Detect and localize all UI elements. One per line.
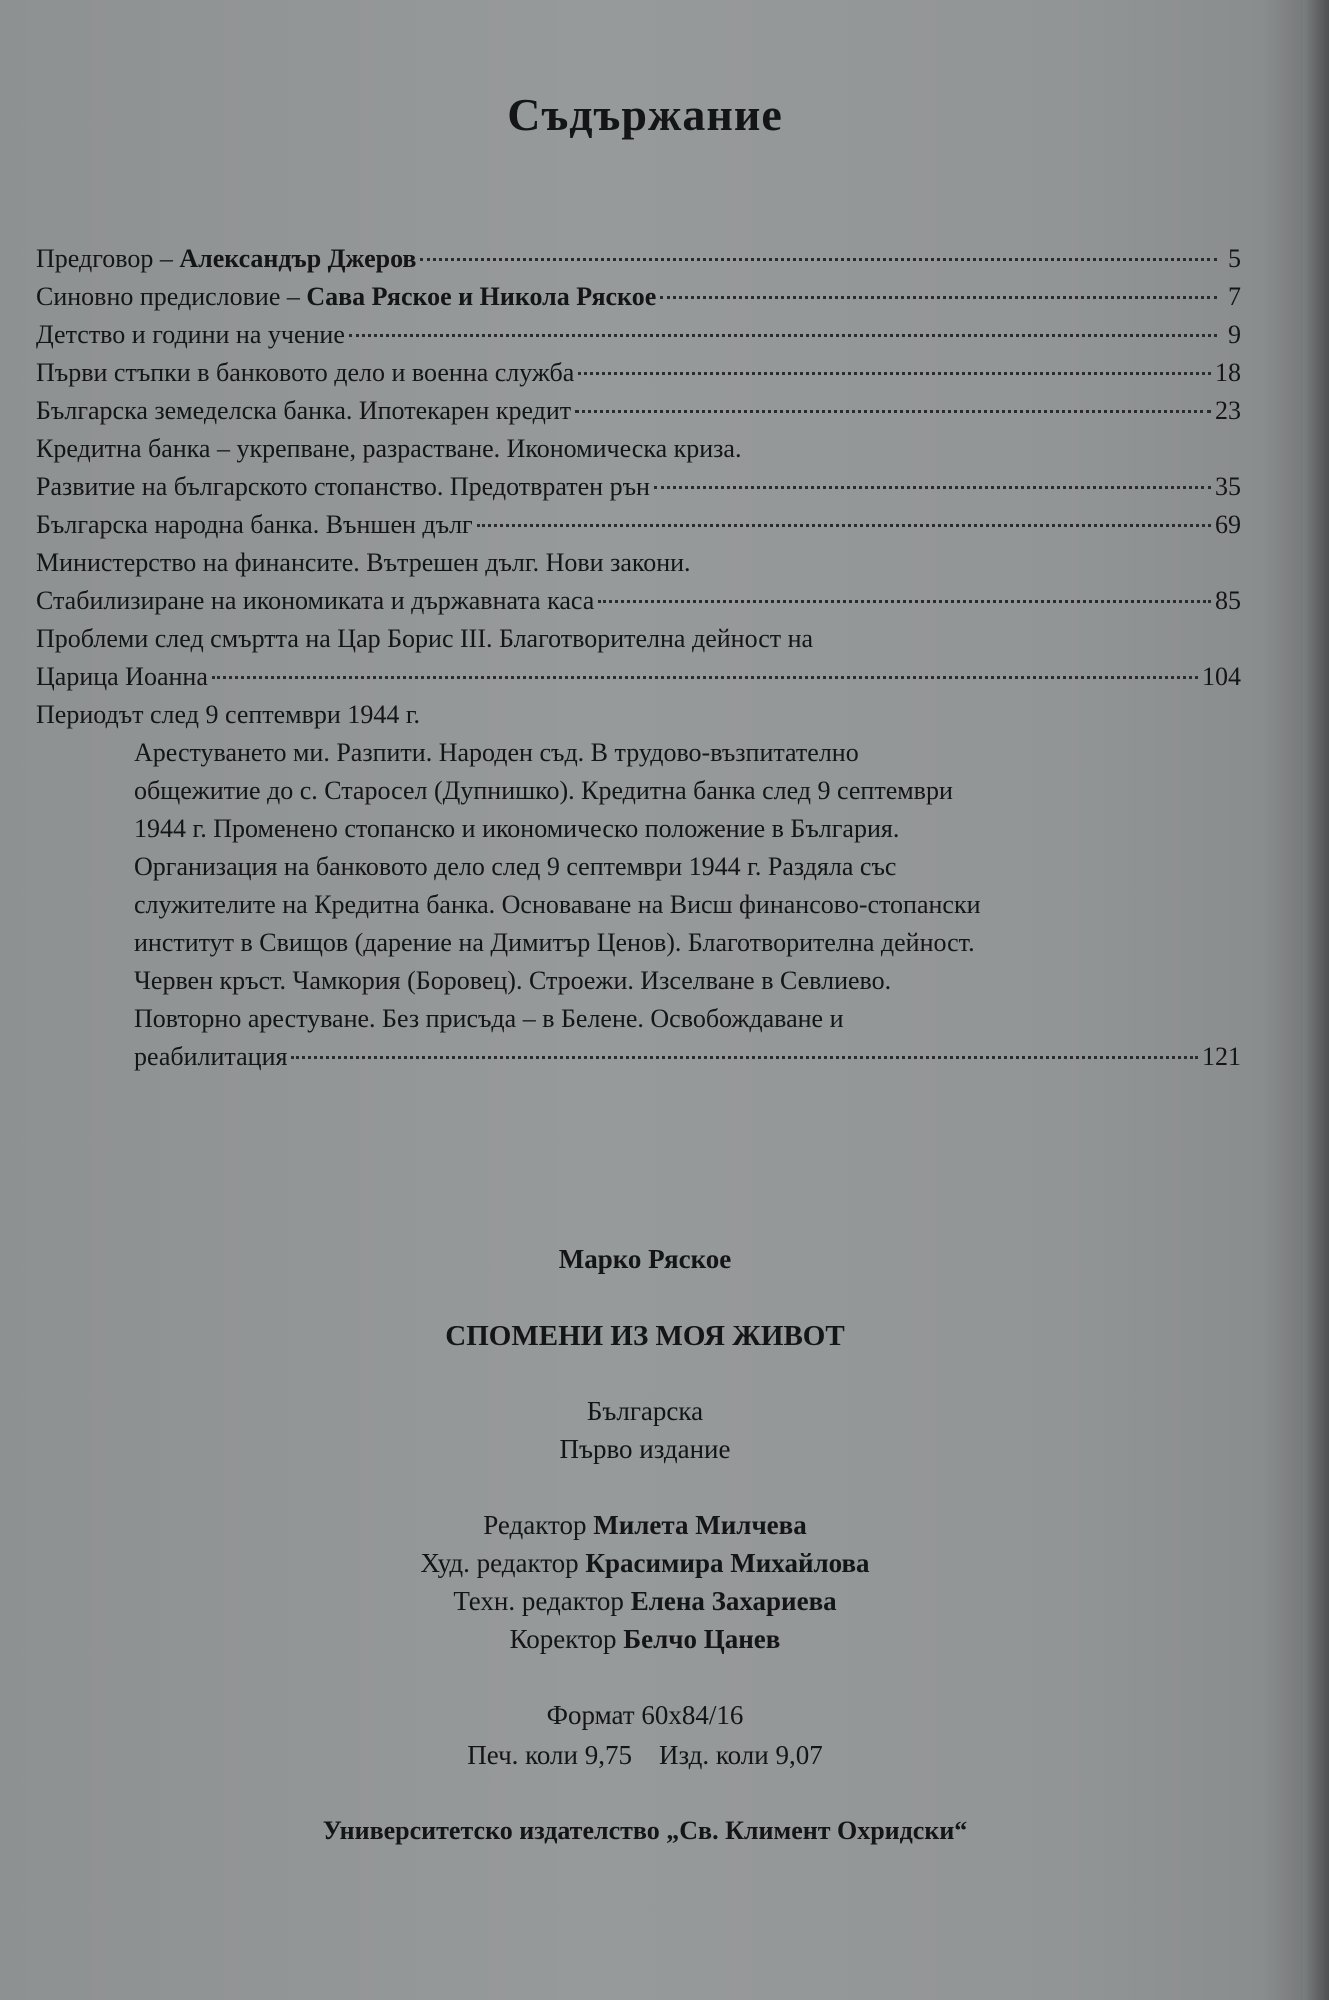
toc-sub-line: Повторно арестуване. Без присъда – в Белене. Освобождаване и bbox=[134, 1004, 844, 1033]
toc-sub-last-line: реабилитация 121 bbox=[134, 1038, 1241, 1076]
toc-sub-line: общежитие до с. Старосел (Дупнишко). Кредитна банка след 9 септември bbox=[134, 776, 953, 805]
imprint-credit-proofreader: Коректор Белчо Цанев bbox=[509, 1624, 781, 1654]
toc-sub-line: Червен кръст. Чамкория (Боровец). Строежи. Изселване в Севлиево. bbox=[134, 966, 892, 995]
toc-entry: Царица Иоанна 104 bbox=[36, 658, 1241, 696]
toc-entry: Периодът след 9 септември 1944 г. bbox=[36, 700, 421, 729]
toc-page-number: 104 bbox=[1202, 662, 1241, 691]
toc-page-number: 69 bbox=[1215, 510, 1241, 539]
toc-entry: Предговор – Александър Джеров 5 bbox=[36, 240, 1241, 278]
toc-entry: Българска земеделска банка. Ипотекарен кредит 23 bbox=[36, 392, 1241, 430]
toc-entry: Министерство на финансите. Вътрешен дълг. Нови закони. bbox=[36, 548, 691, 577]
imprint-format: Формат 60x84/16 bbox=[546, 1700, 744, 1730]
toc-title: Съдържание bbox=[507, 89, 783, 140]
toc-page-number: 35 bbox=[1215, 472, 1241, 501]
imprint-credit-tech-editor: Техн. редактор Елена Захариева bbox=[453, 1586, 837, 1616]
toc-sub-line: Организация на банковото дело след 9 септември 1944 г. Раздяла със bbox=[134, 852, 897, 881]
toc-entry: Синовно предисловие – Сава Ряское и Никола Ряское 7 bbox=[36, 278, 1241, 316]
page-edge-shadow bbox=[1303, 0, 1329, 2000]
toc-entry: Стабилизиране на икономиката и държавната каса 85 bbox=[36, 582, 1241, 620]
toc-page-number: 23 bbox=[1215, 396, 1241, 425]
toc-page-number: 121 bbox=[1202, 1042, 1241, 1071]
toc-entry: Кредитна банка – укрепване, разрастване. Икономическа криза. bbox=[36, 434, 742, 463]
toc-sub-line: служителите на Кредитна банка. Основаване на Висш финансово-стопански bbox=[134, 890, 981, 919]
toc-entry: Детство и години на учение 9 bbox=[36, 316, 1241, 354]
toc-page-number: 5 bbox=[1228, 244, 1241, 273]
toc-entry: Проблеми след смъртта на Цар Борис III. Благотворителна дейност на bbox=[36, 624, 814, 653]
imprint-credit-editor: Редактор Милета Милчева bbox=[483, 1510, 807, 1540]
toc-sub-line: 1944 г. Променено стопанско и икономическо положение в България. bbox=[134, 814, 900, 843]
imprint-sheets: Печ. коли 9,75 Изд. коли 9,07 bbox=[467, 1740, 823, 1770]
table-of-contents bbox=[36, 240, 1241, 1076]
toc-sub-line: Арестуването ми. Разпити. Народен съд. В трудово-възпитателно bbox=[134, 738, 859, 767]
toc-sub-entry bbox=[134, 734, 1241, 1076]
toc-entry: Първи стъпки в банковото дело и военна служба 18 bbox=[36, 354, 1241, 392]
toc-page-number: 9 bbox=[1228, 320, 1241, 349]
imprint-edition: Първо издание bbox=[559, 1434, 731, 1464]
toc-page-number: 85 bbox=[1215, 586, 1241, 615]
toc-sub-line: институт в Свищов (дарение на Димитър Ценов). Благотворителна дейност. bbox=[134, 928, 975, 957]
imprint-book-title: СПОМЕНИ ИЗ МОЯ ЖИВОТ bbox=[445, 1320, 845, 1352]
toc-page-number: 7 bbox=[1228, 282, 1241, 311]
toc-entry: Развитие на българското стопанство. Предотвратен рън 35 bbox=[36, 468, 1241, 506]
imprint-author: Марко Ряское bbox=[558, 1244, 732, 1274]
toc-entry: Българска народна банка. Външен дълг 69 bbox=[36, 506, 1241, 544]
toc-page-number: 18 bbox=[1215, 358, 1241, 387]
imprint-language: Българска bbox=[586, 1396, 704, 1426]
imprint-credit-art-editor: Худ. редактор Красимира Михайлова bbox=[420, 1548, 870, 1578]
imprint-publisher: Университетско издателство „Св. Климент Охридски“ bbox=[322, 1816, 968, 1845]
